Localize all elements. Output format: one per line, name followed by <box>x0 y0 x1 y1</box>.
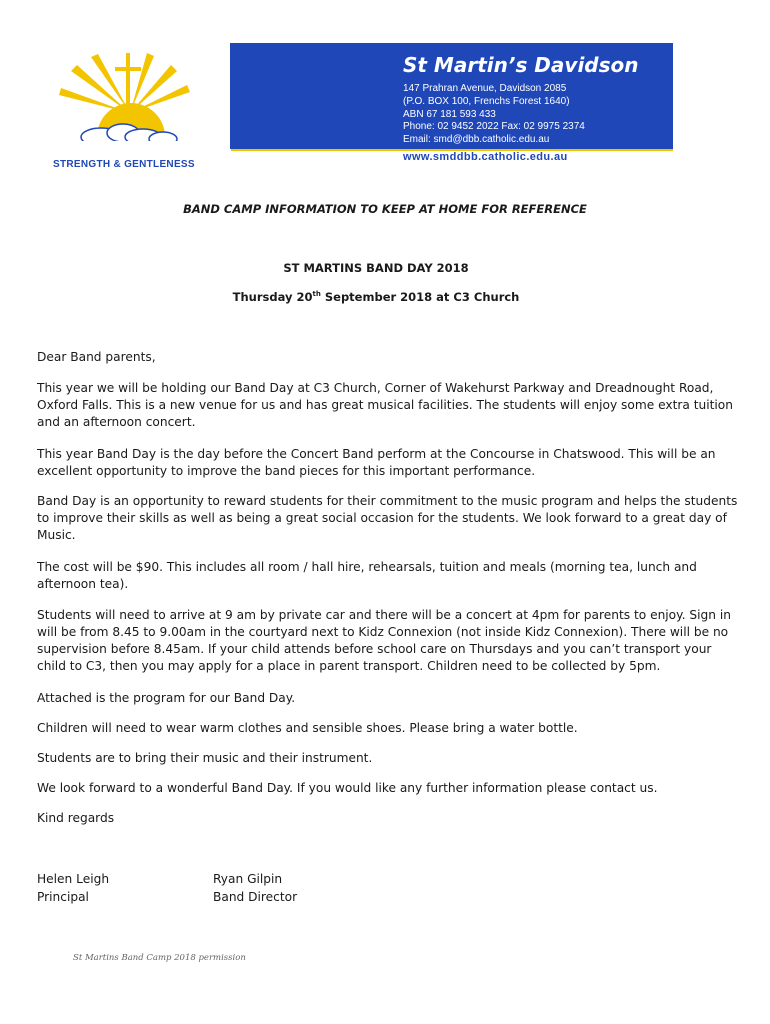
signature-name: Helen Leigh <box>37 872 110 886</box>
paragraph-concert-band: This year Band Day is the day before the Concert Band perform at the Concourse in Chatswood. This will be an excellent opportunity to improve the band pieces for this important performance. <box>37 447 716 478</box>
email-line: Email: smd@dbb.catholic.edu.au <box>403 134 550 146</box>
signature-title: Band Director <box>213 890 298 904</box>
phone-line: Phone: 02 9452 2022 Fax: 02 9975 2374 <box>403 121 585 133</box>
event-date-prefix: Thursday 20 <box>232 290 313 304</box>
page-footer: St Martins Band Camp 2018 permission <box>73 953 246 963</box>
address-line: (P.O. BOX 100, Frenchs Forest 1640) <box>403 95 570 107</box>
abn-line: ABN 67 181 593 433 <box>403 108 496 120</box>
document-title: BAND CAMP INFORMATION TO KEEP AT HOME FOR REFERENCE <box>183 202 587 216</box>
school-motto: STRENGTH & GENTLENESS <box>53 159 195 170</box>
paragraph-cost: The cost will be $90. This includes all room / hall hire, rehearsals, tuition and meals (morning tea, lunch and afternoon tea). <box>37 560 697 591</box>
sun-cross-cloud-logo-icon <box>31 43 230 153</box>
signature-name: Ryan Gilpin <box>213 872 283 886</box>
paragraph-purpose: Band Day is an opportunity to reward students for their commitment to the music program and helps the students to improve their skills as well as being a great social occasion for the students. We look forward to a great day of Music. <box>37 494 738 542</box>
event-title: ST MARTINS BAND DAY 2018 <box>283 261 469 275</box>
paragraph-instruments: Students are to bring their music and their instrument. <box>37 751 373 765</box>
paragraph-program: Attached is the program for our Band Day. <box>37 691 296 705</box>
paragraph-venue: This year we will be holding our Band Day at C3 Church, Corner of Wakehurst Parkway and Dreadnought Road, Oxford Falls. This is a new venue for us and has great musical facilities. The students will enjoy some extra tuition and an afternoon concert. <box>37 381 733 429</box>
address-line: 147 Prahran Avenue, Davidson 2085 <box>403 83 567 94</box>
logo-panel <box>31 43 230 170</box>
signature-title: Principal <box>37 890 89 904</box>
paragraph-arrival: Students will need to arrive at 9 am by private car and there will be a concert at 4pm for parents to enjoy. Sign in will be from 8.45 to 9.00am in the courtyard next to Kidz Connexion (not inside Kidz Connexion). There will be no supervision before 8.45am. If your child attends before school care on Thursdays and you can’t transport your child to C3, then you may apply for a place in parent transport. Children need to be collected by 5pm. <box>37 608 731 673</box>
paragraph-clothing: Children will need to wear warm clothes and sensible shoes. Please bring a water bottle. <box>37 721 578 735</box>
paragraph-contact: We look forward to a wonderful Band Day. If you would like any further information please contact us. <box>37 781 658 795</box>
greeting: Dear Band parents, <box>37 350 156 364</box>
event-date-ordinal: th <box>312 290 321 299</box>
event-date <box>0 290 752 304</box>
event-date-suffix: September 2018 at C3 Church <box>320 290 520 304</box>
closing: Kind regards <box>37 811 115 825</box>
school-address <box>403 83 585 147</box>
school-name: St Martin’s Davidson <box>403 53 639 77</box>
signature-principal <box>37 870 109 906</box>
school-website-link[interactable]: www.smddbb.catholic.edu.au <box>403 151 568 163</box>
signature-band-director <box>213 870 297 906</box>
